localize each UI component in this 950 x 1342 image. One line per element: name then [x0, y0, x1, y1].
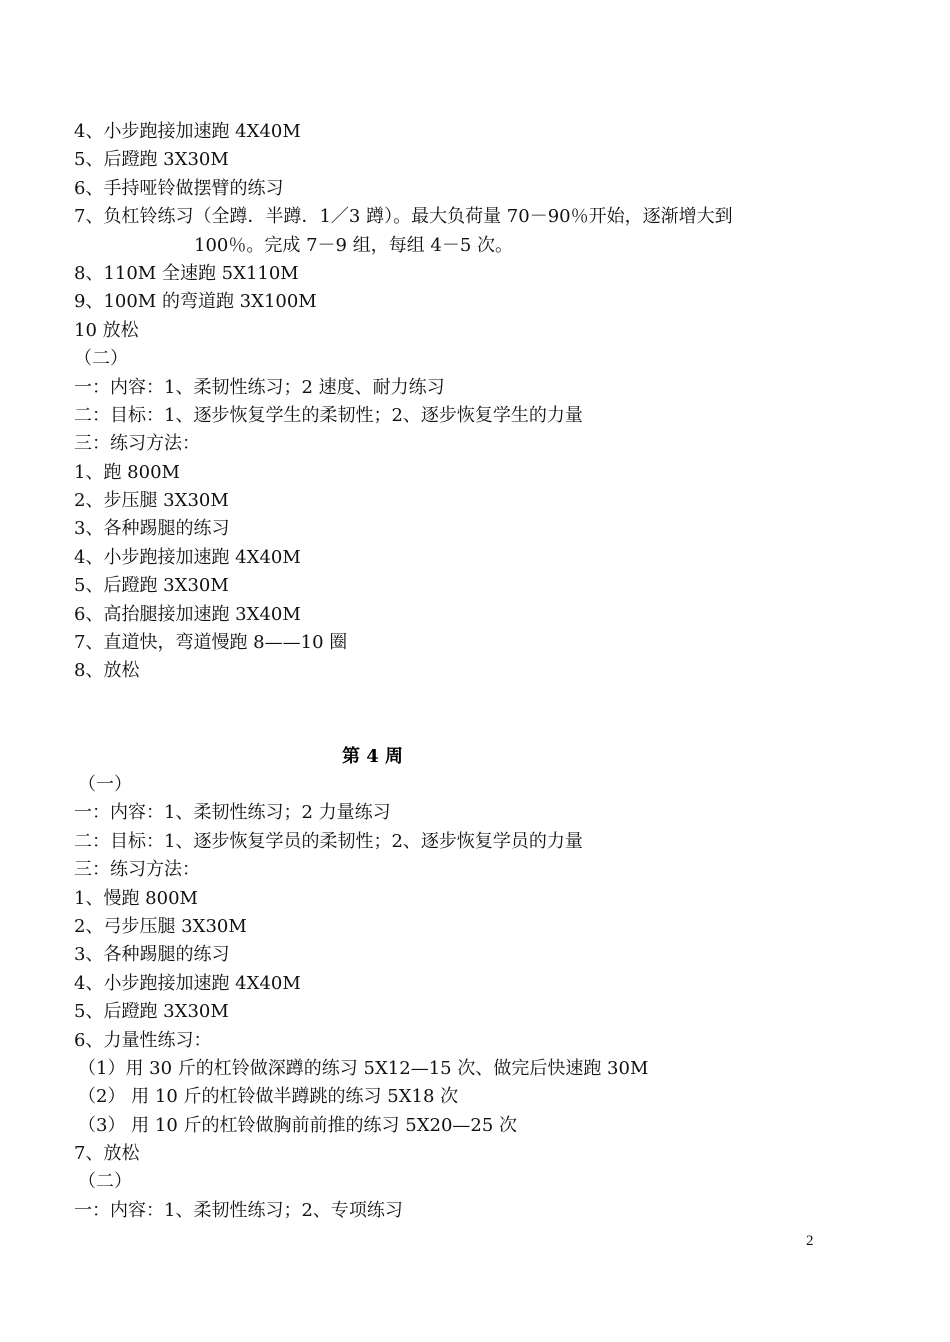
text-line: 一：内容：1、柔韧性练习；2 力量练习: [74, 802, 391, 824]
text-line: 4、小步跑接加速跑 4X40M: [74, 972, 301, 994]
strength-item: （3） 用 10 斤的杠铃做胸前前推的练习 5X20—25 次: [78, 1114, 518, 1136]
text-line: 三：练习方法：: [74, 433, 200, 455]
text-line: 5、后蹬跑 3X30M: [74, 1001, 229, 1023]
text-line: 6、手持哑铃做摆臂的练习: [74, 177, 284, 199]
text-line-continuation: 100％。完成 7－9 组，每组 4－5 次。: [194, 234, 514, 256]
document-body: [74, 118, 864, 1225]
text-line: 9、100M 的弯道跑 3X100M: [74, 291, 317, 313]
text-line: 8、放松: [74, 660, 140, 682]
strength-item: （1）用 30 斤的杠铃做深蹲的练习 5X12—15 次、做完后快速跑 30M: [78, 1057, 649, 1079]
text-line: 1、跑 800M: [74, 461, 180, 483]
text-line: 4、小步跑接加速跑 4X40M: [74, 121, 301, 142]
text-line: 二：目标：1、逐步恢复学员的柔韧性；2、逐步恢复学员的力量: [74, 830, 583, 852]
text-line: 10 放松: [74, 319, 139, 341]
strength-item: （2） 用 10 斤的杠铃做半蹲跳的练习 5X18 次: [78, 1086, 459, 1108]
text-line: 1、慢跑 800M: [74, 887, 198, 909]
text-line: 6、高抬腿接加速跑 3X40M: [74, 603, 301, 625]
section-label: （二）: [78, 1171, 132, 1193]
text-line: 6、力量性练习：: [74, 1029, 212, 1051]
text-line: 一：内容：1、柔韧性练习；2、专项练习: [74, 1199, 403, 1221]
text-line: 5、后蹬跑 3X30M: [74, 149, 229, 171]
text-line: 4、小步跑接加速跑 4X40M: [74, 546, 301, 568]
week-heading: 第 4 周: [342, 745, 404, 767]
section-label: （二）: [74, 348, 128, 370]
text-line: 8、110M 全速跑 5X110M: [74, 262, 299, 284]
text-line: 三：练习方法：: [74, 859, 200, 881]
text-line: 7、直道快，弯道慢跑 8——10 圈: [74, 632, 348, 654]
text-line: 5、后蹬跑 3X30M: [74, 575, 229, 597]
section-label: （一）: [78, 774, 132, 795]
text-line: 2、弓步压腿 3X30M: [74, 915, 247, 937]
text-line: 7、放松: [74, 1143, 140, 1165]
text-line: 3、各种踢腿的练习: [74, 518, 230, 540]
text-line: 7、负杠铃练习（全蹲．半蹲．1／3 蹲）。最大负荷量 70－90％开始，逐渐增大到: [74, 206, 733, 228]
blank-space: [74, 686, 864, 743]
text-line: 2、步压腿 3X30M: [74, 490, 229, 512]
text-line: 二：目标：1、逐步恢复学生的柔韧性；2、逐步恢复学生的力量: [74, 404, 583, 426]
page-number: 2: [806, 1233, 814, 1249]
text-line: 3、各种踢腿的练习: [74, 944, 230, 966]
text-line: 一：内容：1、柔韧性练习；2 速度、耐力练习: [74, 376, 445, 398]
